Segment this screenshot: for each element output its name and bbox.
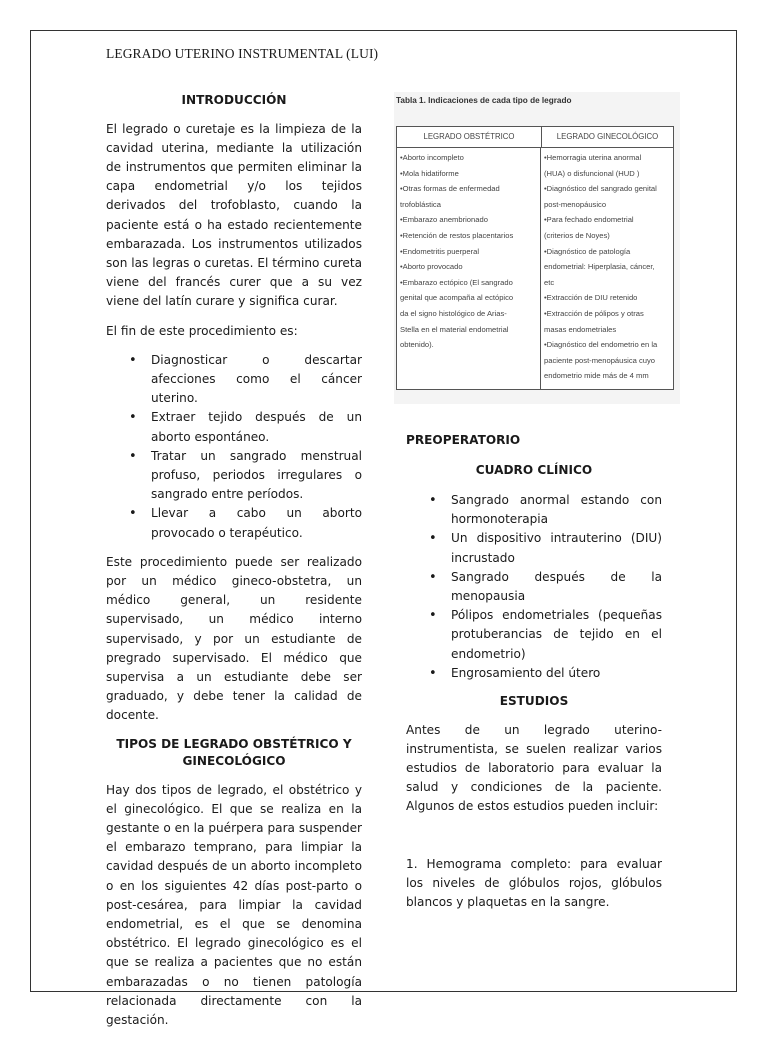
intro-paragraph-3: Este procedimiento puede ser realizado por un médico gineco-obstetra, un médico general, un residente supervisado, un médico interno supervisado, y por un estudiante de pregrado supervisado. El médico que supervisa a un estudiante debe ser graduado, y debe tener la calidad de docente. xyxy=(106,554,362,723)
purpose-item: • Extraer tejido después de un aborto espontáneo. xyxy=(151,408,362,446)
table-body xyxy=(397,148,673,390)
clinical-item: • Un dispositivo intrauterino (DIU) incrustado xyxy=(451,529,662,567)
table-line: •Mola hidatiforme xyxy=(400,168,459,178)
table-line: da el signo histológico de Arias- xyxy=(400,308,507,318)
table-line: •Extracción de DIU retenido xyxy=(544,293,638,303)
right-column xyxy=(406,432,662,922)
table-line: masas endometriales xyxy=(544,324,617,334)
table-col-obstetric xyxy=(397,148,541,390)
table-col-gynecologic xyxy=(541,148,673,390)
purpose-item: • Diagnosticar o descartar afecciones como el cáncer uterino. xyxy=(151,351,362,409)
table-header-gynecologic: LEGRADO GINECOLÓGICO xyxy=(556,132,659,141)
purpose-item: • Tratar un sangrado menstrual profuso, periodos irregulares o sangrado entre períodos. xyxy=(151,447,362,505)
table-line: endometrio mide más de 4 mm xyxy=(544,371,649,381)
table-line: •Diagnóstico del sangrado genital xyxy=(544,184,657,194)
table-line: etc xyxy=(544,277,555,287)
table-line: •Hemorragia uterina anormal xyxy=(544,153,642,162)
table-line: •Retención de restos placentarios xyxy=(400,230,514,240)
intro-heading: INTRODUCCIÓN xyxy=(181,93,287,107)
table-line: trofoblástica xyxy=(400,199,441,209)
preop-heading: PREOPERATORIO xyxy=(406,433,521,447)
types-heading: TIPOS DE LEGRADO OBSTÉTRICO Y GINECOLÓGICO xyxy=(116,736,352,769)
clinical-item: • Sangrado anormal estando con hormonoterapia xyxy=(451,491,662,529)
table-line: paciente post-menopáusica cuyo xyxy=(544,355,656,365)
table-line: •Diagnóstico de patología xyxy=(544,246,631,256)
table-line: genital que acompaña al ectópico xyxy=(400,293,514,303)
table-line: •Endometritis puerperal xyxy=(400,246,480,256)
table-line: •Embarazo ectópico (El sangrado xyxy=(400,277,513,287)
table-header-row xyxy=(397,127,673,148)
table-line: •Otras formas de enfermedad xyxy=(400,184,500,194)
table-line: •Aborto incompleto xyxy=(400,153,464,162)
purpose-list xyxy=(106,351,362,543)
clinical-list xyxy=(406,491,662,683)
table-line: •Aborto provocado xyxy=(400,262,463,272)
intro-paragraph-2: El fin de este procedimiento es: xyxy=(106,323,298,338)
left-column xyxy=(106,92,362,1040)
clinical-item: • Pólipos endometriales (pequeñas protuberancias de tejido en el endometrio) xyxy=(451,606,662,664)
table-caption: Tabla 1. Indicaciones de cada tipo de legrado xyxy=(396,96,572,105)
table-line: post-menopáusico xyxy=(544,199,607,209)
studies-paragraph-1: Antes de un legrado uterino-instrumentista, se suelen realizar varios estudios de laboratorio para evaluar la salud y condiciones de la paciente. Algunos de estos estudios pueden incluir: xyxy=(406,722,662,814)
clinical-heading: CUADRO CLÍNICO xyxy=(475,462,593,477)
studies-heading: ESTUDIOS xyxy=(499,694,569,709)
spacer xyxy=(406,827,662,855)
types-paragraph: Hay dos tipos de legrado, el obstétrico y el ginecológico. El que se realiza en la gestante o en la puérpera para suspender el embarazo temprano, para limpiar la cavidad después de un aborto incompleto o en los siguientes 42 días post-parto o post-cesárea, para limpiar la cavidad endometrial, es el que se denomina obstétrico. El legrado ginecológico es el que se realiza a pacientes que no están embarazadas o no tienen patología relacionada directamente con la gestación. xyxy=(106,782,362,1028)
table-line: •Extracción de pólipos y otras xyxy=(544,308,644,318)
table-line: (HUA) o disfuncional (HUD ) xyxy=(544,168,640,178)
intro-paragraph-1: El legrado o curetaje es la limpieza de la cavidad uterina, mediante la utilización de instrumentos que permiten eliminar la capa endometrial y/o los tejidos derivados del trofoblasto, cuando la paciente está o ha estado recientemente embarazada. Los instrumentos utilizados son las legras o curetas. El término cureta viene del francés curer que a su vez viene del latín curare y significa curar. xyxy=(106,121,362,309)
purpose-item: • Llevar a cabo un aborto provocado o terapéutico. xyxy=(151,504,362,542)
table-line: (criterios de Noyes) xyxy=(544,230,610,240)
table-figure xyxy=(394,92,680,404)
indications-table xyxy=(396,126,674,390)
table-line: obtenido). xyxy=(400,340,434,350)
clinical-item: • Sangrado después de la menopausia xyxy=(451,568,662,606)
table-line: •Para fechado endometrial xyxy=(544,215,634,225)
document-title: LEGRADO UTERINO INSTRUMENTAL (LUI) xyxy=(106,46,379,61)
table-line: endometrial: Hiperplasia, cáncer, xyxy=(544,262,655,272)
table-line: •Diagnóstico del endometrio en la xyxy=(544,340,658,350)
table-header-obstetric: LEGRADO OBSTÉTRICO xyxy=(397,127,542,147)
table-line: Stella en el material endometrial xyxy=(400,324,509,334)
clinical-item: • Engrosamiento del útero xyxy=(451,664,662,683)
studies-paragraph-2: 1. Hemograma completo: para evaluar los niveles de glóbulos rojos, glóbulos blancos y plaquetas en la sangre. xyxy=(406,856,662,909)
table-line: •Embarazo anembrionado xyxy=(400,215,488,225)
